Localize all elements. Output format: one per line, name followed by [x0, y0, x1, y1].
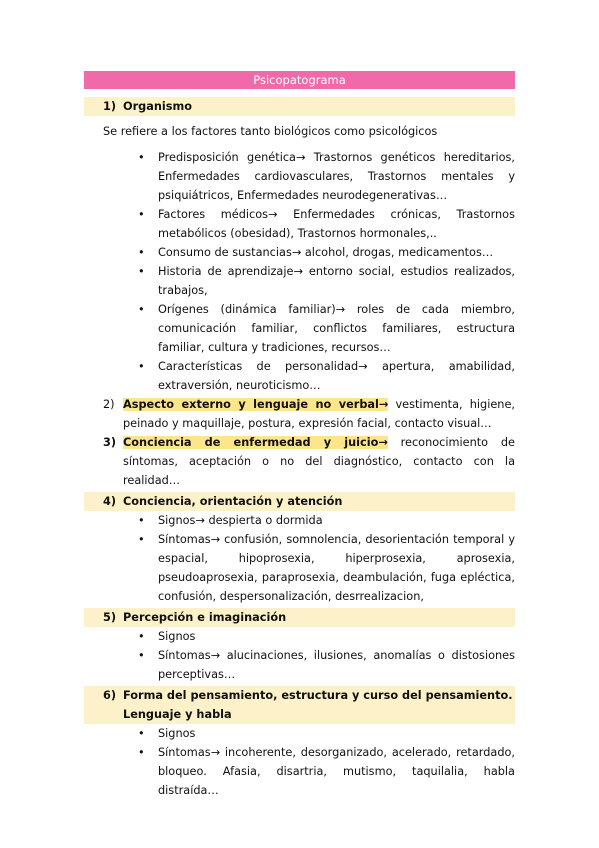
- section-title: Organismo: [123, 100, 193, 113]
- section-number: 3): [103, 436, 117, 449]
- document-title: Psicopatograma: [84, 71, 515, 89]
- list-item: • Predisposición genética→ Trastornos genéticos hereditarios, Enfermedades cardiovasculares, Trastornos mentales y psiquiátricos, Enfermedades neurodegenerativas…: [138, 148, 515, 205]
- section-conciencia-enfermedad: [84, 433, 515, 490]
- list-item: • Síntomas→ incoherente, desorganizado, acelerado, retardado, bloqueo. Afasia, disartria, mutismo, taquilalia, habla distraída…: [138, 743, 515, 800]
- section-number: 1): [103, 100, 117, 113]
- section-number: 2): [103, 398, 115, 411]
- list-item: • Características de personalidad→ apertura, amabilidad, extraversión, neuroticismo…: [138, 357, 515, 395]
- section-highlight: Aspecto externo y lenguaje no verbal→: [123, 398, 389, 411]
- list-item: • Signos→ despierta o dormida: [138, 511, 515, 530]
- bullet-list-conciencia: [84, 511, 515, 606]
- section-highlight: Conciencia de enfermedad y juicio→: [123, 436, 388, 449]
- section-heading-pensamiento: [84, 686, 515, 724]
- section-number: 5): [103, 611, 117, 624]
- section-text: [123, 433, 515, 490]
- section-heading-conciencia: [84, 492, 515, 511]
- section-title: Percepción e imaginación: [123, 611, 287, 624]
- section-description: vestimenta, higiene, peinado y maquillaje, postura, expresión facial, contacto visual…: [123, 398, 515, 430]
- list-item: • Síntomas→ confusión, somnolencia, desorientación temporal y espacial, hipoprosexia, hiperprosexia, aprosexia, pseudoaprosexia, paraprosexia, deambulación, fuga epléctica, confusión, despersonalización, desrrealizacion,: [138, 530, 515, 606]
- section-title: Forma del pensamiento, estructura y curso del pensamiento. Lenguaje y habla: [123, 689, 513, 721]
- list-item: • Orígenes (dinámica familiar)→ roles de cada miembro, comunicación familiar, conflictos familiares, estructura familiar, cultura y tradiciones, recursos…: [138, 300, 515, 357]
- section-number: 4): [103, 495, 117, 508]
- bullet-list-organismo: [84, 148, 515, 395]
- section-heading-organismo: [84, 97, 515, 116]
- section-intro: Se refiere a los factores tanto biológicos como psicológicos: [103, 125, 438, 138]
- list-item: • Historia de aprendizaje→ entorno social, estudios realizados, trabajos,: [138, 262, 515, 300]
- list-item: • Consumo de sustancias→ alcohol, drogas, medicamentos…: [138, 243, 515, 262]
- section-text: [123, 395, 515, 433]
- section-aspecto-externo: [84, 395, 515, 433]
- section-heading-percepcion: [84, 608, 515, 627]
- bullet-list-pensamiento: [84, 724, 515, 800]
- bullet-list-percepcion: [84, 627, 515, 684]
- section-title: Conciencia, orientación y atención: [123, 495, 343, 508]
- list-item: • Signos: [138, 724, 515, 743]
- section-number: 6): [103, 689, 117, 702]
- document-content: [84, 71, 515, 800]
- section-description: reconocimiento de síntomas, aceptación o no del diagnóstico, contacto con la realidad…: [123, 436, 515, 487]
- list-item: • Factores médicos→ Enfermedades crónicas, Trastornos metabólicos (obesidad), Trastornos hormonales,..: [138, 205, 515, 243]
- list-item: • Signos: [138, 627, 515, 646]
- list-item: • Síntomas→ alucinaciones, ilusiones, anomalías o distosiones perceptivas…: [138, 646, 515, 684]
